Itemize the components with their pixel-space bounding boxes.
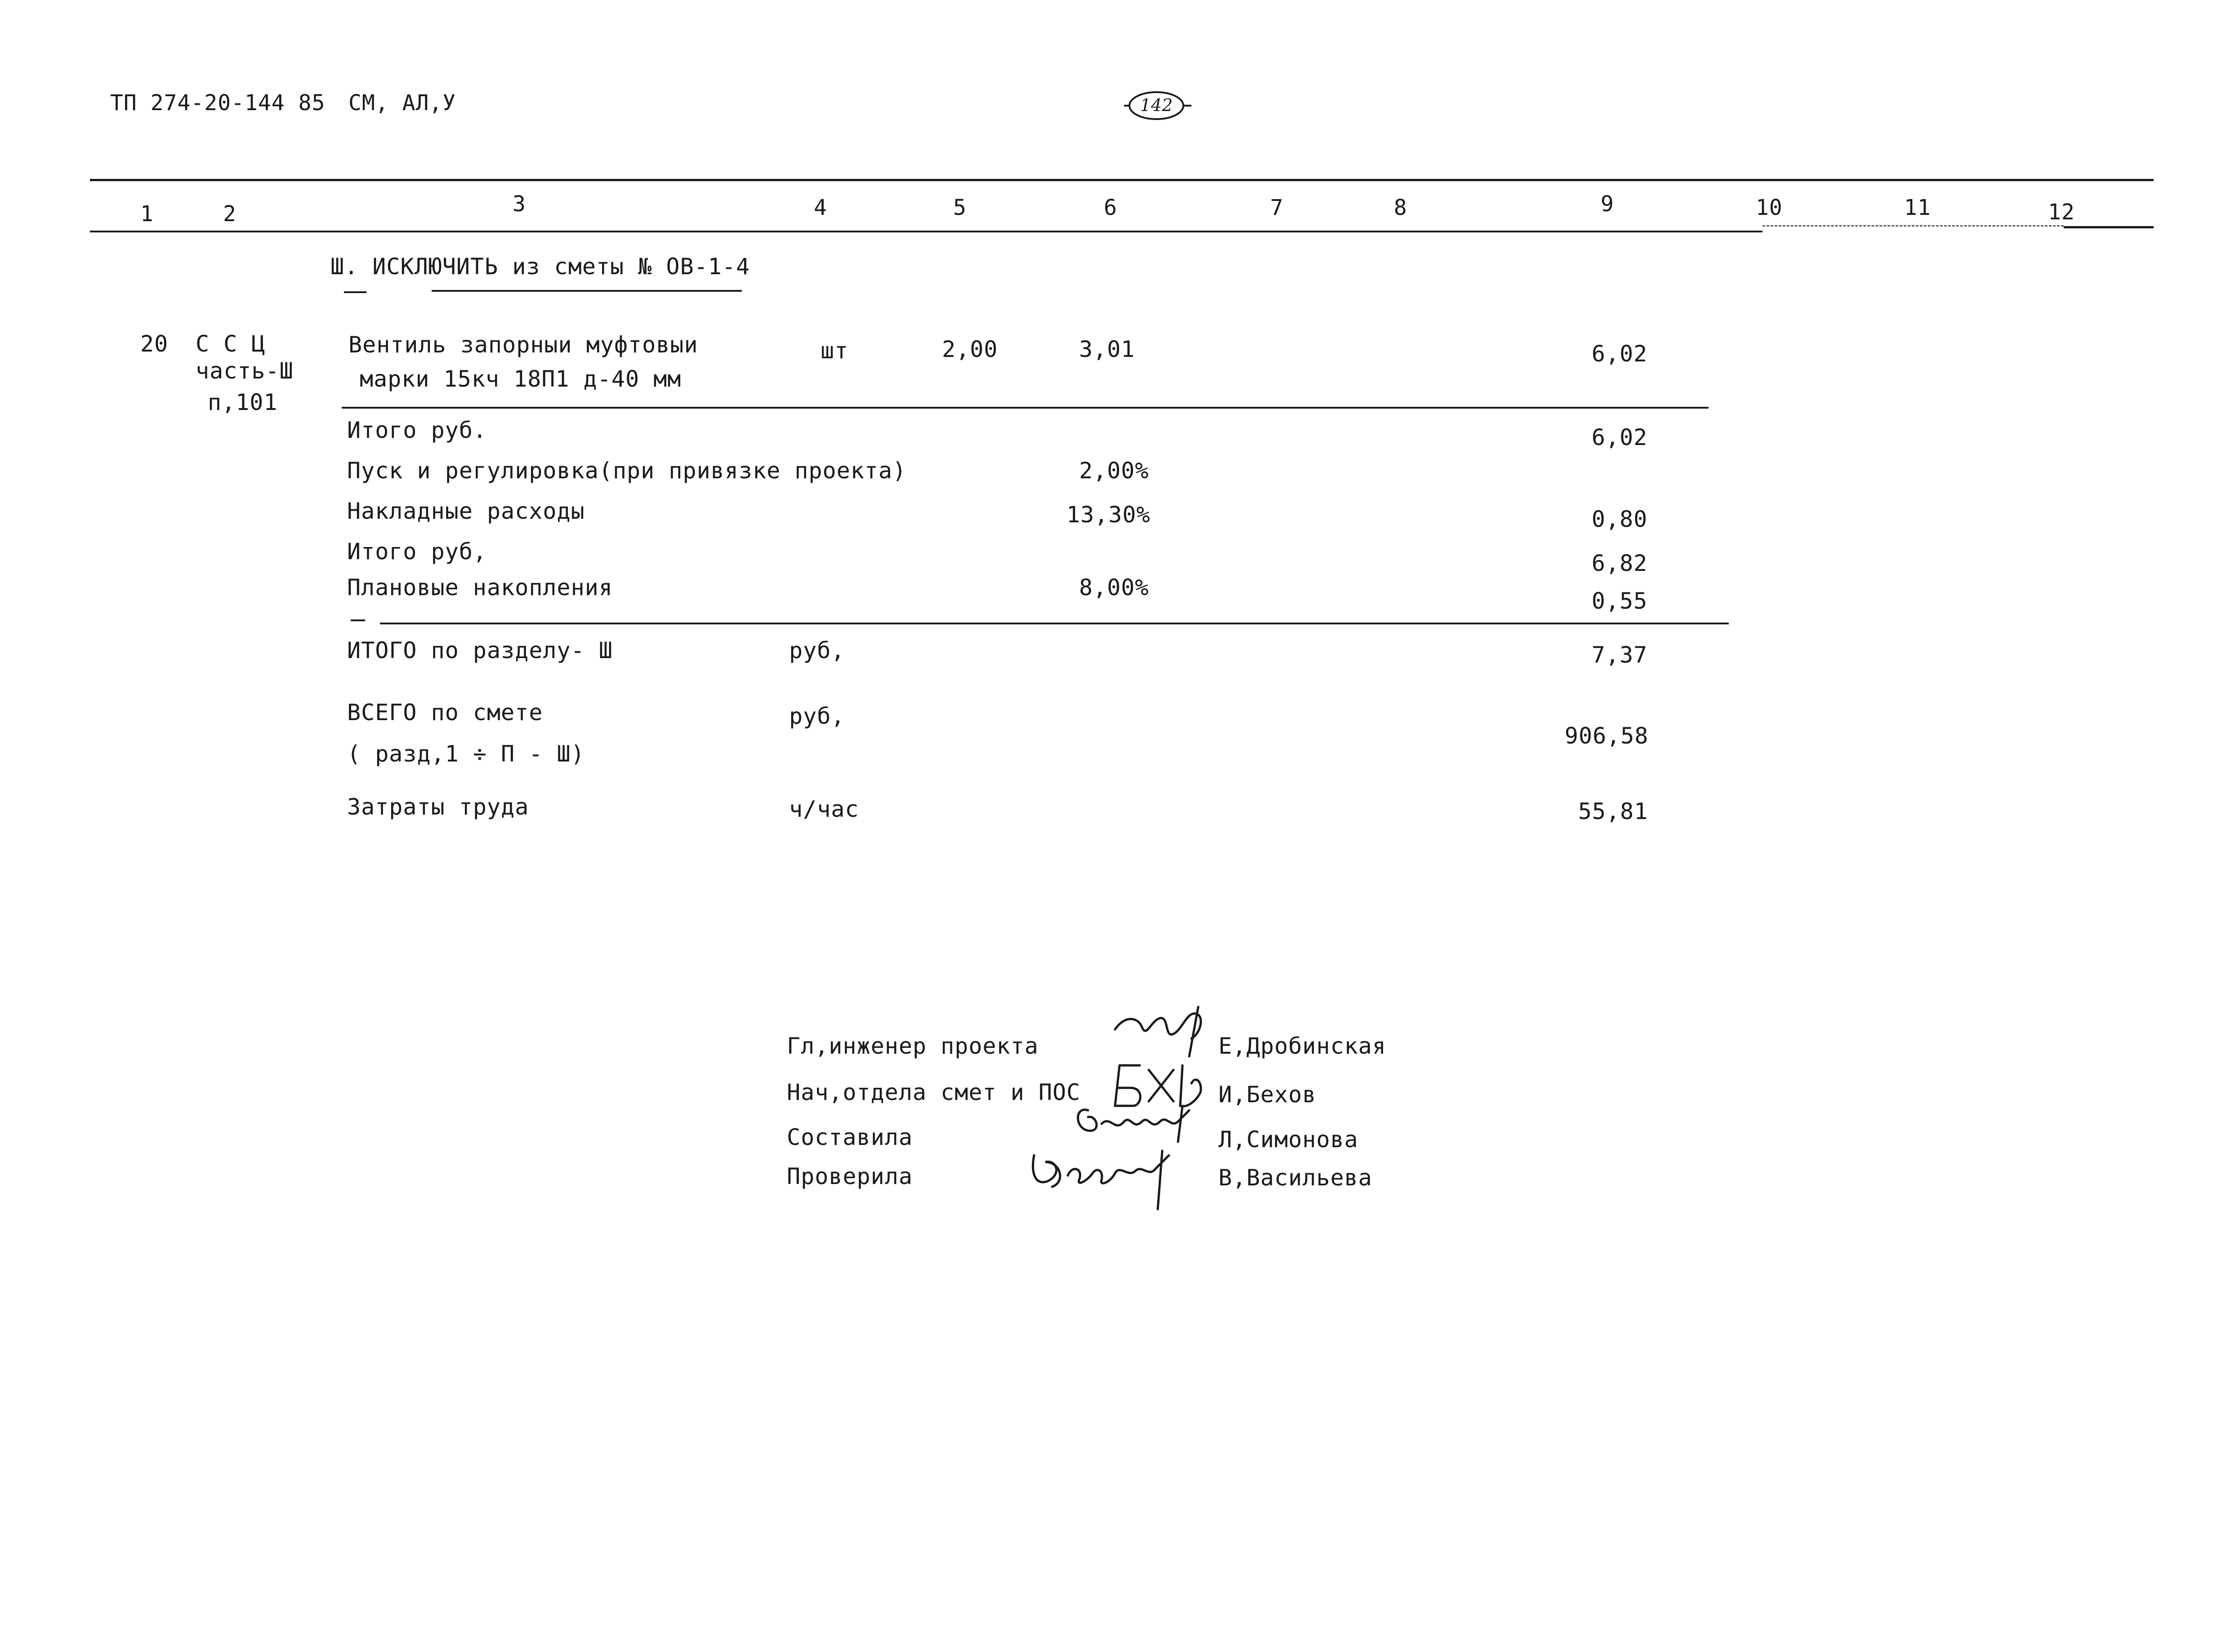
section-total-value: 7,37 [1592, 642, 1648, 668]
signature-role: Составила [787, 1124, 913, 1150]
item-name: марки 15кч 18П1 д-40 мм [360, 366, 682, 392]
section-total-label: ИТОГО по разделу- Ш [347, 637, 613, 663]
album-codes: СМ, АЛ,У [348, 90, 456, 116]
page-number-stamp [1124, 88, 1191, 124]
item-quantity: 2,00 [942, 336, 998, 362]
summary-value: 6,02 [1592, 424, 1648, 450]
summary-value: 0,55 [1592, 588, 1648, 614]
labor-unit: ч/час [789, 796, 859, 822]
summary-value: 0,80 [1592, 506, 1648, 532]
item-total: 6,02 [1592, 341, 1648, 367]
signature-role: Проверила [787, 1163, 913, 1189]
section-total-unit: руб, [789, 637, 845, 663]
header-top-rule [90, 179, 2154, 181]
column-number: 4 [814, 195, 827, 220]
estimate-total-sections: ( разд,1 ÷ П - Ш) [347, 741, 585, 767]
summary-label: Накладные расходы [347, 498, 585, 524]
summary-rule [380, 623, 1729, 624]
column-number: 9 [1601, 191, 1614, 217]
item-reference: п,101 [208, 389, 278, 415]
signature-name: И,Бехов [1218, 1082, 1316, 1108]
column-number: 11 [1904, 195, 1931, 220]
section-title-tick [344, 291, 366, 293]
column-number: 8 [1394, 195, 1407, 220]
signature-name: Е,Дробинская [1218, 1033, 1387, 1059]
labor-value: 55,81 [1578, 798, 1648, 824]
item-unit: шт [821, 338, 849, 364]
summary-value: 6,82 [1592, 550, 1648, 576]
item-price: 3,01 [1079, 336, 1135, 362]
section-title-underline [432, 290, 742, 292]
signature-role: Гл,инженер проекта [787, 1033, 1039, 1059]
item-rule [342, 407, 1709, 409]
section-title: Ш. ИСКЛЮЧИТЬ из сметы № ОВ-1-4 [330, 254, 750, 280]
summary-rate: 2,00% [1079, 458, 1149, 484]
column-number: 1 [140, 201, 154, 227]
estimate-total-label: ВСЕГО по смете [347, 699, 543, 726]
summary-rate: 8,00% [1079, 574, 1149, 601]
item-number: 20 [140, 331, 169, 357]
column-number: 2 [223, 201, 236, 227]
signature-role: Нач,отдела смет и ПОС [787, 1079, 1081, 1105]
signature-name: В,Васильева [1218, 1165, 1373, 1191]
handwritten-signature-chief-engineer [1111, 1002, 1214, 1061]
column-number: 5 [953, 195, 967, 220]
column-number: 12 [2048, 200, 2075, 225]
summary-tick [351, 619, 365, 621]
header-bottom-rule-dashed [1762, 225, 2064, 227]
estimate-total-value: 906,58 [1565, 723, 1649, 749]
handwritten-signature-checker [1025, 1137, 1196, 1214]
summary-label: Плановые накопления [347, 574, 613, 601]
document-code: ТП 274-20-144 85 [110, 90, 326, 116]
item-reference: С С Ц [196, 331, 266, 357]
header-bottom-rule-right [2064, 226, 2154, 228]
page-number: 142 [1140, 95, 1173, 115]
item-name: Вентиль запорныи муфтовыи [348, 332, 698, 358]
labor-label: Затраты труда [347, 794, 529, 820]
summary-label: Пуск и регулировка(при привязке проекта) [347, 458, 907, 484]
column-number: 3 [513, 191, 526, 217]
summary-label: Итого руб. [347, 417, 487, 443]
summary-label: Итого руб, [347, 539, 487, 565]
summary-rate: 13,30% [1066, 502, 1151, 528]
column-number: 6 [1104, 195, 1117, 220]
signature-name: Л,Симонова [1218, 1127, 1359, 1153]
header-bottom-rule-left [90, 231, 1762, 232]
column-number: 7 [1270, 195, 1284, 220]
estimate-total-unit: руб, [789, 703, 845, 729]
column-number: 10 [1756, 195, 1783, 220]
item-reference: часть-Ш [196, 358, 294, 384]
